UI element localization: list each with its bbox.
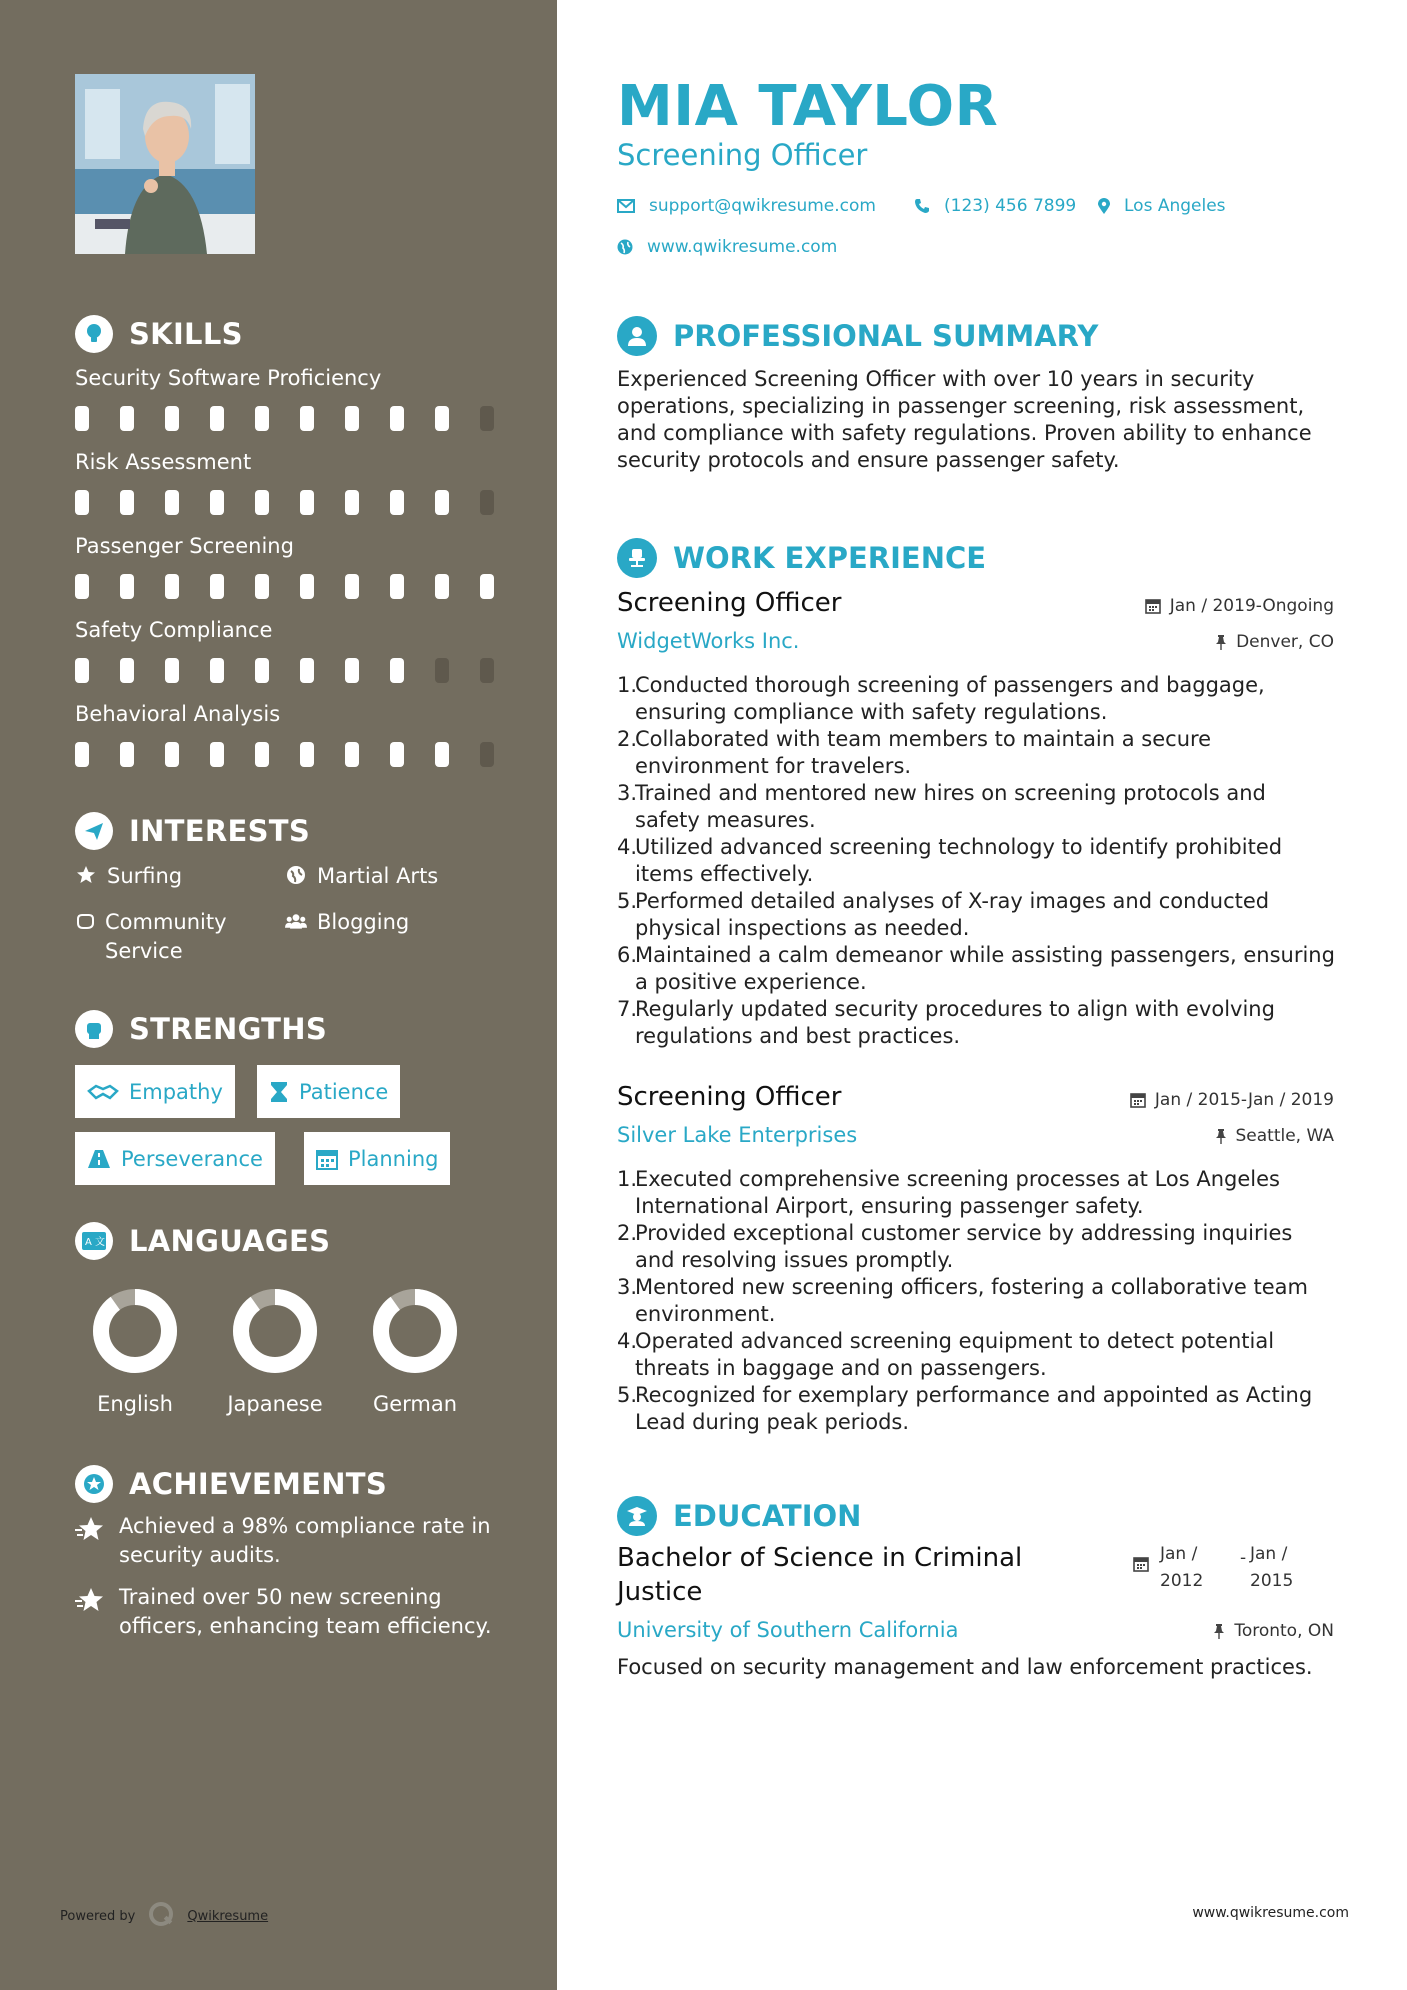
job-location: Seattle, WA (1215, 1126, 1335, 1146)
rating-dot (480, 742, 494, 767)
map-pin-icon (1098, 198, 1110, 215)
rating-dot (345, 658, 359, 683)
candidate-title: Screening Officer (617, 138, 868, 172)
calendar-icon (1133, 1554, 1149, 1581)
skill-rating (75, 406, 525, 431)
star-badge-icon (75, 1512, 107, 1570)
rating-dot (165, 406, 179, 431)
calendar-icon (316, 1148, 338, 1170)
rating-dot (300, 742, 314, 767)
skill-name: Safety Compliance (75, 618, 273, 642)
language-name: English (97, 1392, 173, 1416)
rating-dot (435, 406, 449, 431)
rating-dot (75, 574, 89, 599)
rating-dot (390, 574, 404, 599)
skills-title: SKILLS (129, 317, 243, 351)
rating-dot (120, 742, 134, 767)
envelope-icon (617, 199, 635, 213)
location-contact: Los Angeles (1098, 196, 1226, 216)
rating-dot (120, 490, 134, 515)
lightbulb-icon (75, 315, 113, 353)
achievements-title: ACHIEVEMENTS (129, 1467, 388, 1501)
rating-dot (390, 490, 404, 515)
calendar-icon (1145, 598, 1161, 614)
ring-fill (241, 1297, 309, 1365)
interest-item: Blogging (285, 908, 409, 937)
interests-title: INTERESTS (129, 814, 311, 848)
star-badge-icon (75, 1583, 107, 1641)
ring-fill (381, 1297, 449, 1365)
duty-item: 1. Conducted thorough screening of passengers and baggage, ensuring compliance with safety regulations. (617, 673, 1265, 724)
rating-dot (255, 742, 269, 767)
rating-dot (210, 742, 224, 767)
job-location: Denver, CO (1215, 632, 1334, 652)
rating-dot (165, 658, 179, 683)
rating-dot (435, 574, 449, 599)
job-duties (617, 1166, 1337, 1436)
language-ring (90, 1286, 180, 1376)
skill-name: Security Software Proficiency (75, 366, 382, 390)
rating-dot (390, 406, 404, 431)
strength-tag: Patience (257, 1065, 400, 1118)
skill-name: Behavioral Analysis (75, 702, 281, 726)
graduate-icon (617, 1496, 657, 1536)
phone-contact[interactable]: (123) 456 7899 (914, 196, 1076, 216)
road-icon (87, 1149, 111, 1169)
rating-dot (255, 490, 269, 515)
rating-dot (165, 574, 179, 599)
rating-dot (255, 574, 269, 599)
rating-dot (435, 658, 449, 683)
rating-dot (345, 574, 359, 599)
rating-dot (255, 406, 269, 431)
rating-dot (435, 742, 449, 767)
language-item (65, 1286, 205, 1416)
strength-tag: Planning (304, 1132, 450, 1185)
skills-heading (75, 315, 243, 353)
job-dates: Jan / 2015-Jan / 2019 (1130, 1090, 1334, 1110)
job-title: Screening Officer (617, 1082, 842, 1112)
globe-icon (617, 239, 633, 255)
candidate-name: MIA TAYLOR (617, 74, 999, 139)
education-heading: EDUCATION (617, 1496, 861, 1536)
education-location: Toronto, ON (1213, 1621, 1334, 1641)
rating-dot (75, 658, 89, 683)
interest-item: Surfing (75, 862, 182, 891)
rating-dot (75, 490, 89, 515)
skill-rating (75, 742, 525, 767)
languages-heading (75, 1222, 330, 1260)
language-name: German (372, 1392, 458, 1416)
school-name: University of Southern California (617, 1618, 959, 1642)
qwikresume-link[interactable]: Qwikresume (187, 1908, 269, 1924)
rating-dot (255, 658, 269, 683)
languages-title: LANGUAGES (129, 1224, 331, 1258)
summary-heading: PROFESSIONAL SUMMARY (617, 316, 1098, 356)
job-duties (617, 672, 1337, 1050)
rating-dot (345, 406, 359, 431)
summary-text: Experienced Screening Officer with over 10 years in security operations, specializing in passenger screening, risk assessment, and compliance with safety regulations. Proven ability to enhance security protocols and ensure passenger safety. (617, 367, 1312, 472)
profile-photo (75, 74, 255, 254)
duty-item: 5. Recognized for exemplary performance and appointed as Acting Lead during peak periods. (617, 1383, 1313, 1434)
degree: Bachelor of Science in Criminal Justice (617, 1543, 1023, 1607)
rating-dot (165, 742, 179, 767)
company-name: Silver Lake Enterprises (617, 1123, 858, 1147)
duty-item: 3. Mentored new screening officers, fostering a collaborative team environment. (617, 1275, 1308, 1326)
rating-dot (300, 658, 314, 683)
pushpin-icon (1215, 634, 1227, 650)
star-icon (75, 862, 97, 885)
rating-dot (210, 490, 224, 515)
language-icon (75, 1222, 113, 1260)
sidebar (0, 0, 557, 1990)
achievement-item: Trained over 50 new screening officers, enhancing team efficiency. (75, 1583, 505, 1641)
rating-dot (210, 574, 224, 599)
rating-dot (480, 406, 494, 431)
rating-dot (480, 658, 494, 683)
education-end: Jan / 2015 (1250, 1544, 1294, 1591)
hand-icon (75, 908, 95, 931)
users-icon (285, 908, 307, 931)
job-title: Screening Officer (617, 588, 842, 618)
rating-dot (75, 742, 89, 767)
skill-name: Risk Assessment (75, 450, 252, 474)
rating-dot (120, 574, 134, 599)
job-dates: Jan / 2019-Ongoing (1145, 596, 1334, 616)
qwikresume-logo-icon (147, 1900, 175, 1932)
rating-dot (345, 742, 359, 767)
rating-dot (345, 490, 359, 515)
language-item (205, 1286, 345, 1416)
svg-text:A: A (85, 1237, 92, 1248)
globe-icon (285, 862, 307, 885)
duty-item: 6. Maintained a calm demeanor while assisting passengers, ensuring a positive experience. (617, 943, 1335, 994)
user-icon (617, 316, 657, 356)
skill-rating (75, 574, 525, 599)
duty-item: 7. Regularly updated security procedures to align with evolving regulations and best practices. (617, 997, 1275, 1048)
strengths-heading (75, 1010, 327, 1048)
email-contact[interactable]: support@qwikresume.com (617, 196, 876, 216)
rating-dot (165, 490, 179, 515)
education-date-separator: - (1240, 1548, 1247, 1568)
duty-item: 4. Utilized advanced screening technology to identify prohibited items effectively. (617, 835, 1283, 886)
language-ring (370, 1286, 460, 1376)
rating-dot (120, 658, 134, 683)
rating-dot (435, 490, 449, 515)
strength-tag: Perseverance (75, 1132, 275, 1185)
hourglass-icon (269, 1081, 289, 1103)
award-icon (75, 1465, 113, 1503)
language-ring (230, 1286, 320, 1376)
achievements-heading (75, 1465, 387, 1503)
rating-dot (210, 406, 224, 431)
fist-icon (75, 1010, 113, 1048)
strength-tag: Empathy (75, 1065, 235, 1118)
rating-dot (390, 658, 404, 683)
duty-item: 2. Provided exceptional customer service by addressing inquiries and resolving issues promptly. (617, 1221, 1293, 1272)
interest-item: Martial Arts (285, 862, 438, 891)
education-description: Focused on security management and law enforcement practices. (617, 1655, 1313, 1679)
language-item (345, 1286, 485, 1416)
achievement-item: Achieved a 98% compliance rate in security audits. (75, 1512, 505, 1570)
website-contact[interactable]: www.qwikresume.com (617, 237, 837, 257)
rating-dot (300, 406, 314, 431)
interest-item: Community Service (75, 908, 275, 966)
pushpin-icon (1215, 1128, 1227, 1144)
company-name: WidgetWorks Inc. (617, 629, 800, 653)
duty-item: 2. Collaborated with team members to maintain a secure environment for travelers. (617, 727, 1212, 778)
skill-rating (75, 490, 525, 515)
duty-item: 3. Trained and mentored new hires on screening protocols and safety measures. (617, 781, 1266, 832)
duty-item: 1. Executed comprehensive screening processes at Los Angeles International Airport, ensuring passenger safety. (617, 1167, 1280, 1218)
office-chair-icon (617, 538, 657, 578)
skill-rating (75, 658, 525, 683)
ring-fill (101, 1297, 169, 1365)
paper-plane-icon (75, 812, 113, 850)
education-start: Jan / 2012 (1160, 1544, 1204, 1591)
duty-item: 5. Performed detailed analyses of X-ray images and conducted physical inspections as needed. (617, 889, 1270, 940)
language-name: Japanese (227, 1392, 323, 1416)
interests-heading (75, 812, 310, 850)
footer-url[interactable]: www.qwikresume.com (1192, 1905, 1349, 1921)
handshake-icon (87, 1082, 119, 1102)
svg-text:文: 文 (95, 1237, 105, 1248)
experience-heading: WORK EXPERIENCE (617, 538, 986, 578)
rating-dot (480, 490, 494, 515)
duty-item: 4. Operated advanced screening equipment to detect potential threats in baggage and on passengers. (617, 1329, 1275, 1380)
powered-by: Powered by Qwikresume (60, 1900, 268, 1932)
rating-dot (480, 574, 494, 599)
pushpin-icon (1213, 1623, 1225, 1639)
rating-dot (300, 490, 314, 515)
rating-dot (390, 742, 404, 767)
strengths-title: STRENGTHS (129, 1012, 328, 1046)
calendar-icon (1130, 1092, 1146, 1108)
skill-name: Passenger Screening (75, 534, 294, 558)
rating-dot (120, 406, 134, 431)
rating-dot (210, 658, 224, 683)
phone-icon (914, 198, 930, 214)
rating-dot (75, 406, 89, 431)
rating-dot (300, 574, 314, 599)
